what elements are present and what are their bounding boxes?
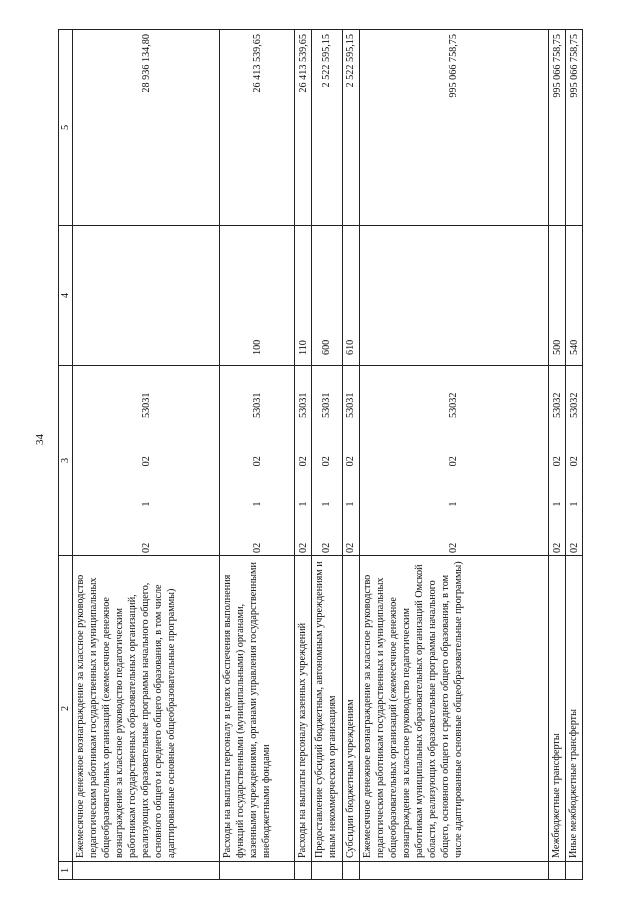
row-sum: 26 413 539,65 [220,30,295,226]
row-name: Расходы на выплаты персоналу казенных учреждений [295,556,312,862]
row-blank-cell [359,862,548,880]
code-part: 1 [140,501,152,507]
code-part: 1 [321,501,333,507]
row-expense-type: 540 [566,226,583,366]
row-name: Иные межбюджетные трансферты [566,556,583,862]
code-part: 02 [448,456,460,467]
row-blank-cell [342,862,359,880]
code-part: 02 [568,542,580,553]
code-part: 53032 [551,392,563,419]
page-number: 34 [34,434,46,445]
row-blank-cell [549,862,566,880]
code-part: 53032 [568,392,580,419]
row-sum: 995 066 758,75 [549,30,566,226]
code-part: 02 [140,542,152,553]
code-part: 1 [251,501,263,507]
row-code [295,366,312,556]
row-sum: 26 413 539,65 [295,30,312,226]
code-part: 53031 [345,392,357,419]
code-part: 02 [321,456,333,467]
code-part: 02 [551,542,563,553]
row-sum: 995 066 758,75 [566,30,583,226]
row-expense-type: 100 [220,226,295,366]
row-expense-type: 500 [549,226,566,366]
row-name: Ежемесячное денежное вознаграждение за классное руководство педагогическим работникам государственных и муниципальных общеобразовательных организаций (ежемесячное денежное вознаграждение за классное руководство педагогическим работникам муниципальных образовательных организаций Омской области, реализующих образовательные программы начального общего, основного общего и среднего общего образования, в том числе адаптированные основные общеобразовательные программы) [359,556,548,862]
table-row [359,30,548,880]
code-part: 53031 [140,392,152,419]
row-name: Межбюджетные трансферты [549,556,566,862]
row-expense-type [73,226,220,366]
table-row [220,30,295,880]
code-part: 02 [321,542,333,553]
code-part: 02 [297,456,309,467]
code-part: 02 [297,542,309,553]
row-sum: 2 522 595,15 [312,30,343,226]
row-expense-type [359,226,548,366]
table-header-row [59,30,73,880]
code-part: 02 [345,542,357,553]
code-part: 1 [568,501,580,507]
table-row [342,30,359,880]
budget-table [58,29,583,880]
row-name: Ежемесячное денежное вознаграждение за классное руководство педагогическим работникам государственных и муниципальных общеобразовательных организаций (ежемесячное денежное вознаграждение за классное руководство педагогическим работникам государственных образовательных организаций, реализующих образовательные программы начального общего, основного общего и среднего общего образования, в том числе адаптированные основные общеобразовательные программы) [73,556,220,862]
code-part: 53032 [448,392,460,419]
code-part: 02 [568,456,580,467]
row-blank-cell [312,862,343,880]
code-part: 02 [551,456,563,467]
row-name: Расходы на выплаты персоналу в целях обеспечения выполнения функций государственными (муниципальными) органами, казенными учреждениями, органами управления государственными внебюджетными фондами [220,556,295,862]
row-sum: 2 522 595,15 [342,30,359,226]
row-code [359,366,548,556]
column-header: 4 [59,226,73,366]
budget-table-container [58,30,583,880]
row-code [549,366,566,556]
row-code [312,366,343,556]
column-header: 3 [59,366,73,556]
row-sum: 995 066 758,75 [359,30,548,226]
code-part: 1 [551,501,563,507]
column-header: 5 [59,30,73,226]
row-name: Субсидии бюджетным учреждениям [342,556,359,862]
row-code [566,366,583,556]
code-part: 1 [448,501,460,507]
code-part: 02 [448,542,460,553]
row-blank-cell [73,862,220,880]
table-row [566,30,583,880]
table-row [549,30,566,880]
code-part: 1 [345,501,357,507]
code-part: 02 [345,456,357,467]
row-blank-cell [566,862,583,880]
column-header: 1 [59,862,73,880]
row-blank-cell [295,862,312,880]
column-header: 2 [59,556,73,862]
row-code [342,366,359,556]
code-part: 53031 [251,392,263,419]
row-expense-type: 110 [295,226,312,366]
row-code [73,366,220,556]
code-part: 02 [140,456,152,467]
code-part: 1 [297,501,309,507]
row-expense-type: 600 [312,226,343,366]
row-sum: 28 936 134,80 [73,30,220,226]
table-row [73,30,220,880]
row-blank-cell [220,862,295,880]
row-code [220,366,295,556]
code-part: 02 [251,542,263,553]
row-name: Предоставление субсидий бюджетным, автономным учреждениям и иным некоммерческим организациям [312,556,343,862]
row-expense-type: 610 [342,226,359,366]
table-row [295,30,312,880]
table-row [312,30,343,880]
code-part: 53031 [321,392,333,419]
code-part: 02 [251,456,263,467]
code-part: 53031 [297,392,309,419]
